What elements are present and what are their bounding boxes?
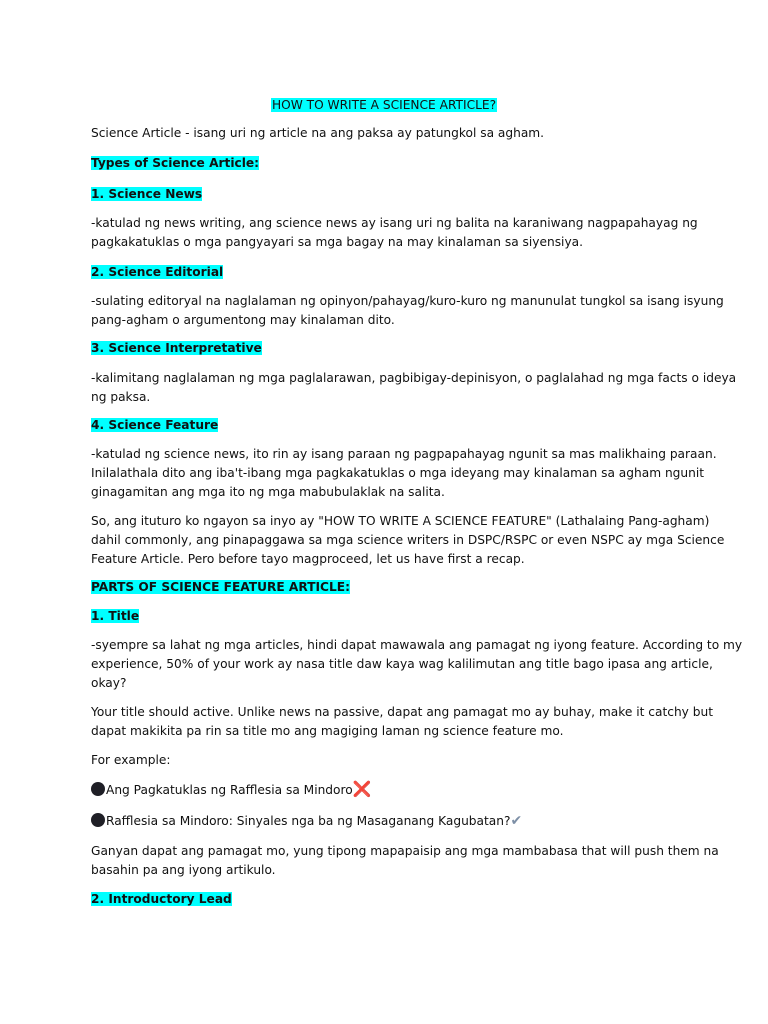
part-1-line-2: experience, 50% of your work ay nasa title daw kaya wag kalilimutan ang title bago ipasa ang article, (91, 657, 713, 671)
type-3-line-2: ng paksa. (91, 390, 151, 404)
check-mark-icon: ✔ (510, 813, 523, 829)
types-heading: Types of Science Article: (91, 156, 260, 170)
part-1-heading: 1. Title (91, 609, 140, 623)
cross-mark-icon: ❌ (352, 780, 372, 798)
type-1-line-1: -katulad ng news writing, ang science news ay isang uri ng balita na karaniwang nagpapahayag ng (91, 216, 698, 230)
type-3-heading: 3. Science Interpretative (91, 341, 262, 355)
intro-line-3: Feature Article. Pero before tayo magproceed, let us have first a recap. (91, 552, 525, 566)
type-1-heading: 1. Science News (91, 187, 203, 201)
type-4-line-1: -katulad ng science news, ito rin ay isang paraan ng pagpapahayag ngunit sa mas malikhaing paraan. (91, 447, 717, 461)
intro-line-1: So, ang ituturo ko ngayon sa inyo ay "HOW TO WRITE A SCIENCE FEATURE" (Lathalaing Pang-agham) (91, 514, 710, 528)
document-title: HOW TO WRITE A SCIENCE ARTICLE? (271, 98, 497, 112)
intro-line-2: dahil commonly, ang pinapaggawa sa mga science writers in DSPC/RSPC or even NSPC ay mga Science (91, 533, 725, 547)
part-2-heading: 2. Introductory Lead (91, 892, 232, 906)
type-2-heading: 2. Science Editorial (91, 265, 224, 279)
part-1-line-1: -syempre sa lahat ng mga articles, hindi dapat mawawala ang pamagat ng iyong feature. According to my (91, 638, 743, 652)
example-bad-text: Ang Pagkatuklas ng Rafflesia sa Mindoro (106, 783, 353, 797)
parts-heading: PARTS OF SCIENCE FEATURE ARTICLE: (91, 580, 350, 594)
part-1-active-line-1: Your title should active. Unlike news na passive, dapat ang pamagat mo ay buhay, make it catchy but (91, 705, 713, 719)
type-4-line-3: ginagamitan ang mga ito ng mga mabubulaklak na salita. (91, 485, 445, 499)
part-1-active-line-2: dapat makikita pa rin sa title mo ang magiging laman ng science feature mo. (91, 724, 564, 738)
example-good-text: Rafflesia sa Mindoro: Sinyales nga ba ng Masaganang Kagubatan? (106, 814, 511, 828)
type-2-line-2: pang-agham o argumentong may kinalaman dito. (91, 313, 395, 327)
closing-line-1: Ganyan dapat ang pamagat mo, yung tipong mapapaisip ang mga mambabasa that will push them na (91, 844, 719, 858)
type-2-line-1: -sulating editoryal na naglalaman ng opinyon/pahayag/kuro-kuro ng manunulat tungkol sa isang isyung (91, 294, 724, 308)
part-1-line-3: okay? (91, 676, 127, 690)
title-row (0, 94, 768, 113)
closing-line-2: basahin pa ang iyong artikulo. (91, 863, 276, 877)
bullet-icon (91, 813, 105, 827)
type-4-heading: 4. Science Feature (91, 418, 219, 432)
type-3-line-1: -kalimitang naglalaman ng mga paglalarawan, pagbibigay-depinisyon, o paglalahad ng mga facts o ideya (91, 371, 737, 385)
type-4-line-2: Inilalathala dito ang iba't-ibang mga pagkakatuklas o mga ideyang may kinalaman sa agham ngunit (91, 466, 705, 480)
definition: Science Article - isang uri ng article na ang paksa ay patungkol sa agham. (91, 126, 545, 140)
example-good (91, 812, 691, 831)
example-label: For example: (91, 753, 171, 767)
type-1-line-2: pagkakatuklas o mga pangyayari sa mga bagay na may kinalaman sa siyensiya. (91, 235, 583, 249)
bullet-icon (91, 782, 105, 796)
example-bad (91, 780, 691, 800)
